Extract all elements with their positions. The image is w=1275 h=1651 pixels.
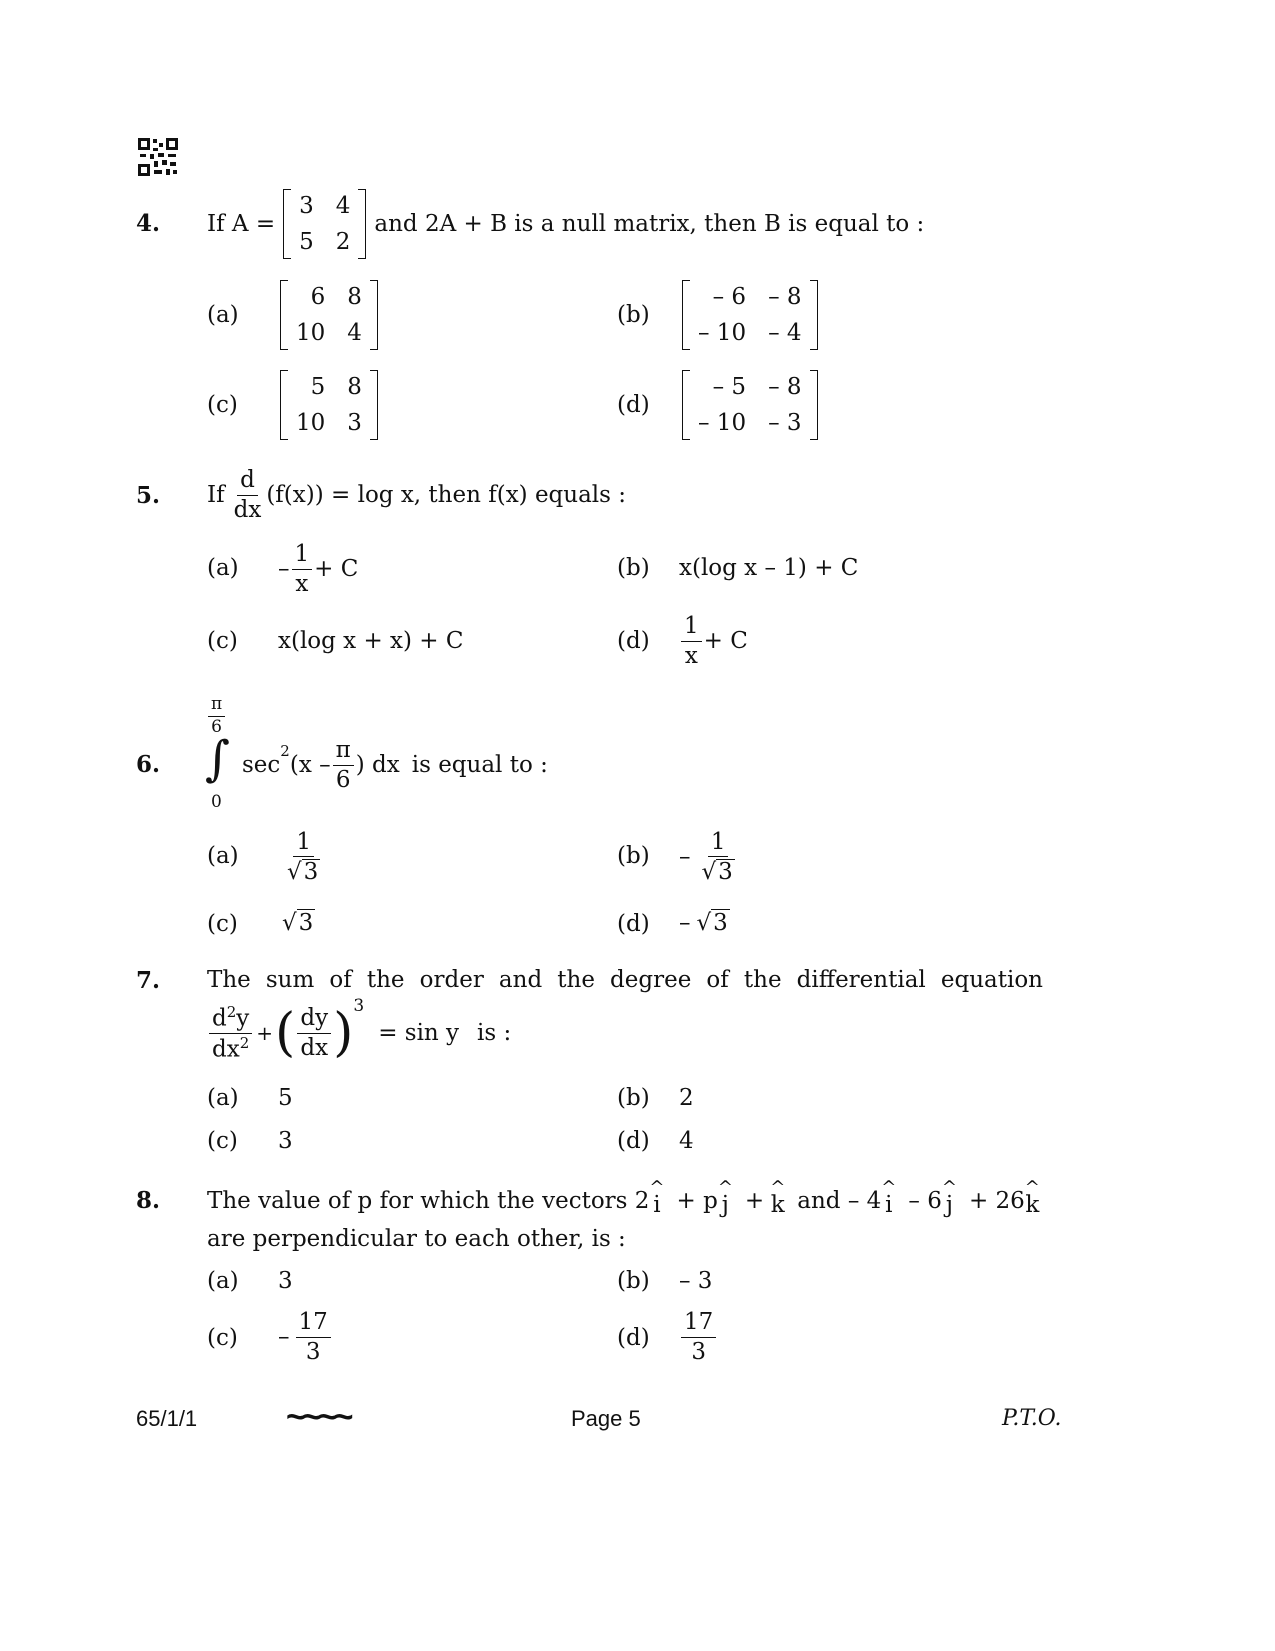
fraction-numerator: 17 bbox=[681, 1310, 716, 1337]
question-6-number: 6. bbox=[136, 751, 161, 778]
option-label: (a) bbox=[207, 302, 239, 328]
matrix-cell: 10 bbox=[296, 410, 326, 436]
q5-suffix: (f(x)) = log x, then f(x) equals : bbox=[266, 482, 627, 508]
exponent: 2 bbox=[280, 742, 290, 760]
radicand: 3 bbox=[718, 859, 733, 885]
equation-rhs: = sin y bbox=[378, 1020, 460, 1046]
minus-sign: – bbox=[278, 556, 290, 582]
option-label: (b) bbox=[617, 1268, 650, 1294]
integrand-part: ) dx bbox=[355, 752, 400, 778]
fraction-denominator: 6 bbox=[211, 716, 222, 737]
q8-text: + 26 bbox=[968, 1188, 1025, 1214]
q8-text: – 6 bbox=[908, 1188, 942, 1214]
option-label: (b) bbox=[617, 1085, 650, 1111]
fraction bbox=[284, 830, 323, 884]
matrix-cell: – 6 bbox=[712, 284, 747, 310]
question-4-stem bbox=[207, 186, 924, 262]
question-7-line1: The sum of the order and the degree of the differential equation bbox=[207, 967, 1043, 993]
fraction bbox=[333, 738, 354, 791]
dx-text: dx bbox=[212, 1036, 240, 1063]
option-label: (c) bbox=[207, 911, 238, 937]
integral-sign: ∫ bbox=[205, 731, 231, 787]
sqrt: √ 3 bbox=[282, 910, 314, 936]
question-7-equation bbox=[207, 996, 512, 1066]
question-8-line1 bbox=[207, 1170, 1040, 1218]
integrand-part: (x – bbox=[289, 752, 331, 778]
matrix-a bbox=[283, 189, 366, 259]
option-rest: + C bbox=[703, 628, 748, 654]
question-5-stem bbox=[207, 466, 626, 524]
option-c-value: x(log x + x) + C bbox=[278, 628, 464, 654]
question-5-number: 5. bbox=[136, 482, 161, 509]
unit-vector-k: ^ k bbox=[1024, 1177, 1040, 1218]
matrix-cell: 10 bbox=[296, 320, 326, 346]
matrix-cell: 4 bbox=[347, 320, 362, 346]
option-value: 4 bbox=[679, 1128, 694, 1154]
sec-text: sec bbox=[242, 752, 281, 778]
option-rest: + C bbox=[314, 556, 359, 582]
footer-ornament: ~~~~ bbox=[286, 1398, 350, 1436]
plus-sign: + bbox=[256, 1021, 274, 1045]
qr-code-icon bbox=[138, 138, 178, 176]
exponent: 3 bbox=[353, 996, 365, 1016]
option-label: (a) bbox=[207, 843, 239, 869]
option-a-value bbox=[282, 826, 325, 888]
fraction-numerator: 17 bbox=[296, 1310, 331, 1337]
option-matrix bbox=[280, 370, 378, 440]
fraction-denominator: x bbox=[684, 642, 698, 669]
minus-sign: – bbox=[679, 910, 691, 936]
option-label: (d) bbox=[617, 911, 650, 937]
matrix-cell: – 5 bbox=[712, 374, 747, 400]
option-d-value bbox=[679, 909, 730, 936]
fraction-denominator: dx bbox=[233, 496, 262, 523]
matrix-cell: 6 bbox=[310, 284, 326, 310]
unit-vector-j: ^ j bbox=[941, 1177, 957, 1218]
fraction bbox=[292, 542, 313, 595]
option-label: (b) bbox=[617, 555, 650, 581]
question-6-stem bbox=[242, 736, 548, 794]
fraction-numerator: π bbox=[333, 738, 354, 765]
matrix-cell: 3 bbox=[347, 410, 362, 436]
left-paren: ( bbox=[275, 1003, 296, 1063]
q8-text: The value of p for which the vectors 2 bbox=[207, 1188, 650, 1214]
option-value: 3 bbox=[278, 1128, 293, 1154]
q4-prefix: If A = bbox=[207, 211, 276, 237]
right-paren: ) bbox=[333, 1003, 354, 1063]
paper-code: 65/1/1 bbox=[136, 1406, 198, 1431]
fraction-numerator: dy bbox=[297, 1006, 331, 1033]
sqrt: √ 3 bbox=[696, 910, 728, 936]
option-matrix bbox=[280, 280, 378, 350]
pto-label: P.T.O. bbox=[1002, 1406, 1062, 1431]
fraction-numerator: 1 bbox=[708, 830, 729, 857]
option-b-value bbox=[679, 826, 740, 888]
question-4-number: 4. bbox=[136, 210, 161, 237]
option-label: (a) bbox=[207, 1085, 239, 1111]
matrix-cell: 8 bbox=[347, 374, 362, 400]
fraction bbox=[209, 1002, 252, 1063]
option-label: (c) bbox=[207, 1325, 238, 1351]
option-label: (d) bbox=[617, 392, 650, 418]
q6-suffix: is equal to : bbox=[411, 752, 548, 778]
question-7-number: 7. bbox=[136, 967, 161, 994]
fraction-denominator: dx bbox=[300, 1034, 329, 1061]
option-label: (d) bbox=[617, 628, 650, 654]
option-value: 5 bbox=[278, 1085, 293, 1111]
q7-suffix: is : bbox=[477, 1020, 512, 1046]
option-label: (a) bbox=[207, 555, 239, 581]
fraction-numerator: 1 bbox=[293, 830, 314, 857]
q8-text: + p bbox=[676, 1188, 718, 1214]
fraction bbox=[699, 830, 738, 884]
radicand: 3 bbox=[303, 859, 319, 885]
option-label: (b) bbox=[617, 302, 650, 328]
y-text: y bbox=[236, 1005, 250, 1032]
exponent: 2 bbox=[226, 1002, 237, 1021]
matrix-cell: 2 bbox=[335, 229, 351, 255]
matrix-cell: – 10 bbox=[698, 410, 747, 436]
option-b-value: x(log x – 1) + C bbox=[679, 555, 859, 581]
unit-vector-k: ^ k bbox=[770, 1177, 786, 1218]
matrix-cell: – 10 bbox=[698, 320, 747, 346]
option-value: – 3 bbox=[679, 1268, 713, 1294]
question-8-number: 8. bbox=[136, 1187, 161, 1214]
option-label: (b) bbox=[617, 843, 650, 869]
matrix-cell: 5 bbox=[310, 374, 326, 400]
option-label: (c) bbox=[207, 628, 238, 654]
q8-text: and – 4 bbox=[797, 1188, 882, 1214]
fraction bbox=[296, 1310, 331, 1363]
matrix-cell: – 3 bbox=[768, 410, 802, 436]
fraction-numerator: π bbox=[208, 696, 225, 717]
fraction bbox=[681, 1310, 716, 1363]
sqrt: √ 3 bbox=[701, 859, 733, 885]
fraction bbox=[681, 614, 702, 667]
option-value: 3 bbox=[278, 1268, 293, 1294]
option-value: 2 bbox=[679, 1085, 694, 1111]
option-label: (c) bbox=[207, 1128, 238, 1154]
minus-sign: – bbox=[278, 1324, 290, 1350]
unit-vector-j: ^ j bbox=[717, 1177, 733, 1218]
option-matrix bbox=[682, 370, 818, 440]
d-text: d bbox=[212, 1005, 227, 1032]
option-d-value bbox=[679, 1308, 718, 1366]
radicand: 3 bbox=[298, 910, 314, 936]
unit-vector-i: ^ i bbox=[881, 1177, 897, 1218]
question-8-line2: are perpendicular to each other, is : bbox=[207, 1226, 626, 1252]
option-label: (d) bbox=[617, 1325, 650, 1351]
fraction-numerator: 1 bbox=[292, 542, 313, 569]
matrix-cell: 4 bbox=[335, 193, 351, 219]
option-d-value bbox=[679, 612, 748, 670]
radicand: 3 bbox=[713, 910, 728, 936]
fraction-denominator: x bbox=[295, 570, 309, 597]
fraction-denominator: 6 bbox=[335, 766, 351, 793]
option-label: (a) bbox=[207, 1268, 239, 1294]
q8-text: + bbox=[744, 1188, 765, 1214]
option-matrix bbox=[682, 280, 818, 350]
option-c-value bbox=[282, 909, 315, 936]
q5-prefix: If bbox=[207, 482, 225, 508]
q4-suffix: and 2A + B is a null matrix, then B is equal to : bbox=[374, 211, 925, 237]
fraction bbox=[231, 468, 265, 521]
fraction bbox=[297, 1006, 331, 1059]
sqrt: √ 3 bbox=[287, 859, 319, 885]
fraction-denominator: 3 bbox=[691, 1338, 706, 1365]
exponent: 2 bbox=[239, 1033, 250, 1052]
matrix-cell: – 8 bbox=[768, 374, 802, 400]
option-label: (c) bbox=[207, 392, 238, 418]
option-a-value bbox=[278, 540, 358, 598]
matrix-cell: 8 bbox=[347, 284, 362, 310]
integral-lower-limit: 0 bbox=[211, 792, 222, 812]
minus-sign: – bbox=[679, 844, 691, 870]
fraction-denominator: 3 bbox=[305, 1338, 321, 1365]
matrix-cell: 3 bbox=[299, 193, 314, 219]
matrix-cell: 5 bbox=[299, 229, 314, 255]
fraction-numerator: d bbox=[237, 468, 258, 495]
matrix-cell: – 4 bbox=[768, 320, 802, 346]
option-c-value bbox=[278, 1308, 333, 1366]
matrix-cell: – 8 bbox=[768, 284, 802, 310]
fraction-numerator: 1 bbox=[681, 614, 702, 641]
unit-vector-i: ^ i bbox=[649, 1177, 665, 1218]
page-number: Page 5 bbox=[571, 1406, 641, 1431]
option-label: (d) bbox=[617, 1128, 650, 1154]
